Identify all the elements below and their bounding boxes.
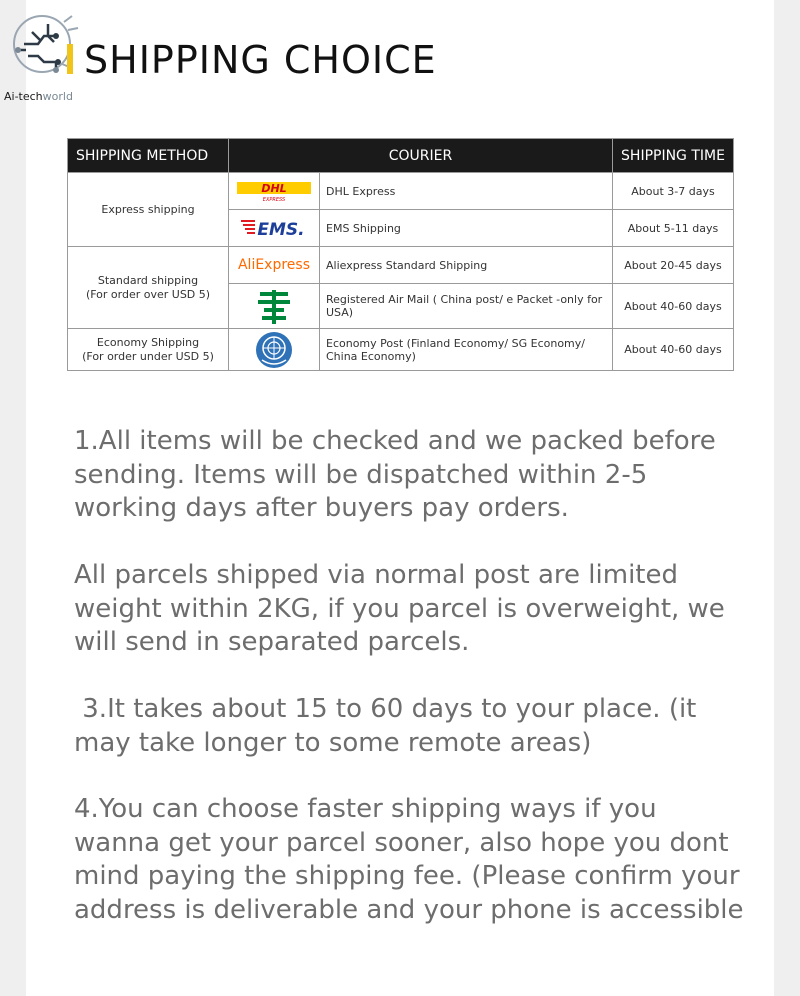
note-paragraph-4: 4.You can choose faster shipping ways if you wanna get your parcel sooner, also hope you dont mind paying the shipping fee. (Please confirm your address is deliverable and your phone is accessible xyxy=(74,794,744,925)
column-header-courier: COURIER xyxy=(229,139,613,173)
brand-logo-text-dark: Ai-tech xyxy=(4,90,43,103)
table-row xyxy=(68,247,734,284)
shipping-time: About 3-7 days xyxy=(613,173,734,210)
brand-logo-text-light: world xyxy=(42,90,73,103)
brand-logo-text xyxy=(4,90,73,103)
note-paragraph-2: All parcels shipped via normal post are limited weight within 2KG, if you parcel is overweight, we will send in separated parcels. xyxy=(74,560,725,657)
un-emblem-icon xyxy=(254,330,294,370)
method-note: (For order over USD 5) xyxy=(85,287,211,301)
courier-logo-cell xyxy=(229,210,320,247)
ems-logo-text: EMS. xyxy=(257,220,305,240)
method-cell-economy xyxy=(68,329,229,371)
courier-name: Aliexpress Standard Shipping xyxy=(320,247,613,284)
column-header-method: SHIPPING METHOD xyxy=(68,139,229,173)
method-cell-standard xyxy=(68,247,229,329)
courier-logo-cell xyxy=(229,247,320,284)
note-paragraph-3: 3.It takes about 15 to 60 days to your place. (it may take longer to some remote areas) xyxy=(74,694,705,758)
dhl-logo-text: DHL xyxy=(261,182,287,195)
method-label: Standard shipping xyxy=(97,273,199,287)
note-paragraph-1: 1.All items will be checked and we packed before sending. Items will be dispatched within 2-5 working days after buyers pay orders. xyxy=(74,426,716,523)
title-accent-bar xyxy=(67,44,73,74)
table-row xyxy=(68,173,734,210)
column-header-time: SHIPPING TIME xyxy=(613,139,734,173)
courier-name: DHL Express xyxy=(320,173,613,210)
method-label: Economy Shipping xyxy=(96,335,200,349)
courier-name: Registered Air Mail ( China post/ e Packet -only for USA) xyxy=(320,284,613,329)
page-title: SHIPPING CHOICE xyxy=(84,38,437,82)
method-label: Express shipping xyxy=(101,202,195,216)
method-cell-express xyxy=(68,173,229,247)
dhl-logo-icon xyxy=(235,178,313,204)
shipping-table-header-row xyxy=(68,139,734,173)
aliexpress-logo-icon: AliExpress xyxy=(237,257,311,273)
ems-logo-icon xyxy=(239,215,309,241)
dhl-logo-subtext: EXPRESS xyxy=(262,197,286,203)
courier-logo-cell xyxy=(229,173,320,210)
shipping-time: About 40-60 days xyxy=(613,284,734,329)
shipping-time: About 40-60 days xyxy=(613,329,734,371)
courier-name: EMS Shipping xyxy=(320,210,613,247)
courier-logo-cell xyxy=(229,329,320,371)
shipping-table xyxy=(67,138,734,371)
shipping-time: About 20-45 days xyxy=(613,247,734,284)
china-post-logo-icon xyxy=(254,286,294,326)
courier-name: Economy Post (Finland Economy/ SG Economy/ China Economy) xyxy=(320,329,613,371)
courier-logo-cell xyxy=(229,284,320,329)
shipping-time: About 5-11 days xyxy=(613,210,734,247)
method-note: (For order under USD 5) xyxy=(82,349,214,363)
table-row xyxy=(68,329,734,371)
